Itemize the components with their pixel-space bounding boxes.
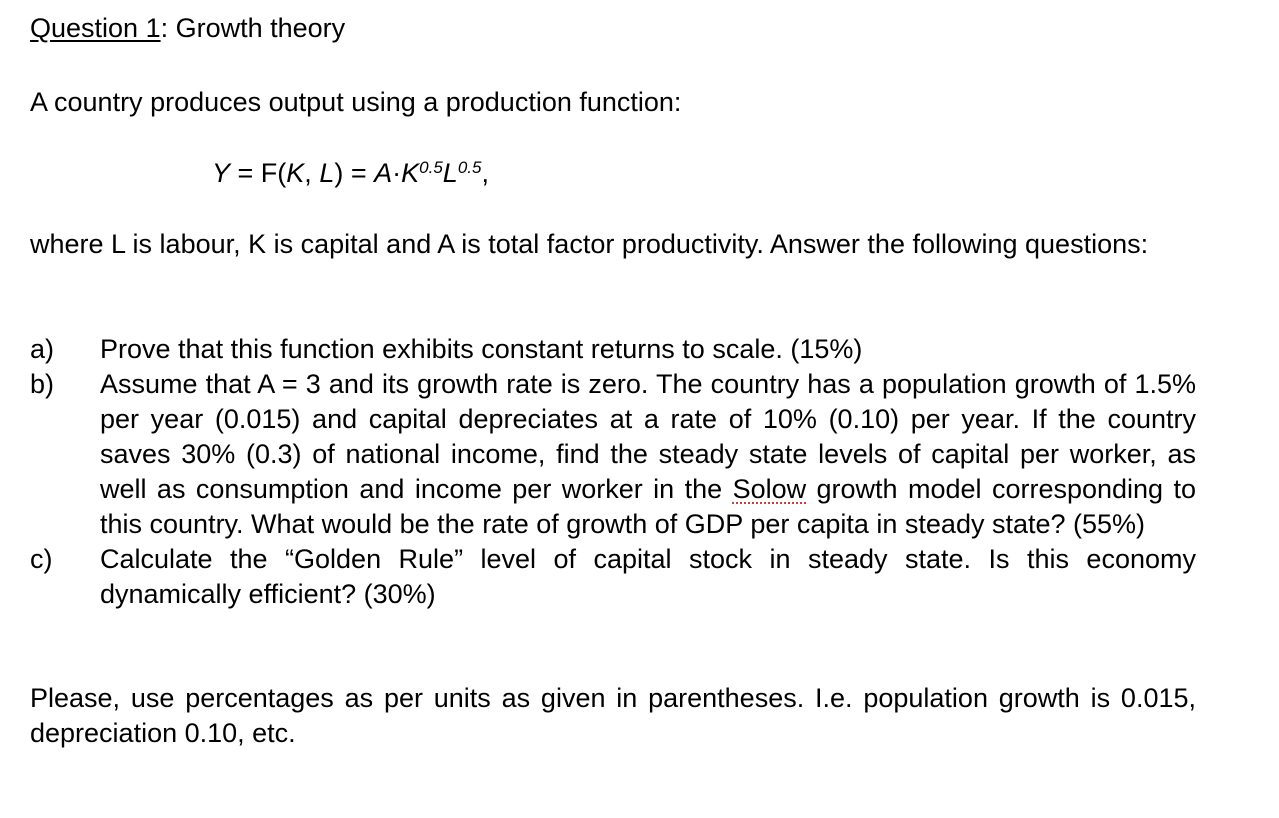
formula-trailing-comma: , [481, 158, 489, 188]
question-heading-label: Question 1 [30, 13, 161, 43]
formula-labour-symbol: L [319, 158, 335, 188]
question-text-b-part1: Assume that A = 3 and its growth rate is zero. The country has a population growth of 1.5% per year (0.015) and capital depreciates at a rate of 10% (0.10) per year. If the country saves 30% (0.3) of national income, find the steady state levels of capital per worker, as well as consumption and income per worker in the [100, 369, 1196, 504]
formula-equals: ) = [334, 158, 375, 188]
formula-labour-exponent: 0.5 [457, 158, 482, 177]
question-item-c [30, 542, 1196, 612]
formula-tfp-symbol: A [374, 158, 393, 188]
formula-capital-symbol: K [286, 158, 305, 188]
formula-labour-term: L [442, 158, 458, 188]
formula-comma: , [304, 158, 320, 188]
units-note-paragraph: Please, use percentages as per units as given in parentheses. I.e. population growth is 0.015, depreciation 0.10, etc. [30, 683, 1196, 748]
production-function-formula [212, 156, 489, 194]
question-text-b [100, 367, 1196, 542]
question-marker-a: a) [30, 334, 55, 364]
question-item-b [30, 367, 1196, 542]
question-heading [30, 11, 345, 45]
question-list [30, 332, 1196, 612]
intro-text: A country produces output using a production function: [30, 87, 682, 117]
formula-output-symbol: Y [212, 158, 231, 188]
question-marker-b: b) [30, 369, 55, 399]
question-text-b-part2: growth model corresponding to this country. What would be the rate of growth of GDP per capita in steady state? (55%) [100, 474, 1196, 539]
formula-equals-function: = F( [230, 158, 287, 188]
definitions-paragraph: where L is labour, K is capital and A is total factor productivity. Answer the following questions: [30, 229, 1149, 259]
question-heading-topic: : Growth theory [160, 13, 346, 43]
formula-dot: · [392, 158, 402, 188]
question-text-c: Calculate the “Golden Rule” level of capital stock in steady state. Is this economy dynamically efficient? (30%) [100, 544, 1196, 609]
spellcheck-marked-word[interactable]: Solow [732, 474, 807, 504]
formula-capital-exponent: 0.5 [419, 158, 443, 177]
question-text-a: Prove that this function exhibits constant returns to scale. (15%) [100, 334, 863, 364]
question-item-a [30, 332, 1196, 367]
formula-capital-term: K [401, 158, 420, 188]
question-marker-c: c) [30, 544, 53, 574]
